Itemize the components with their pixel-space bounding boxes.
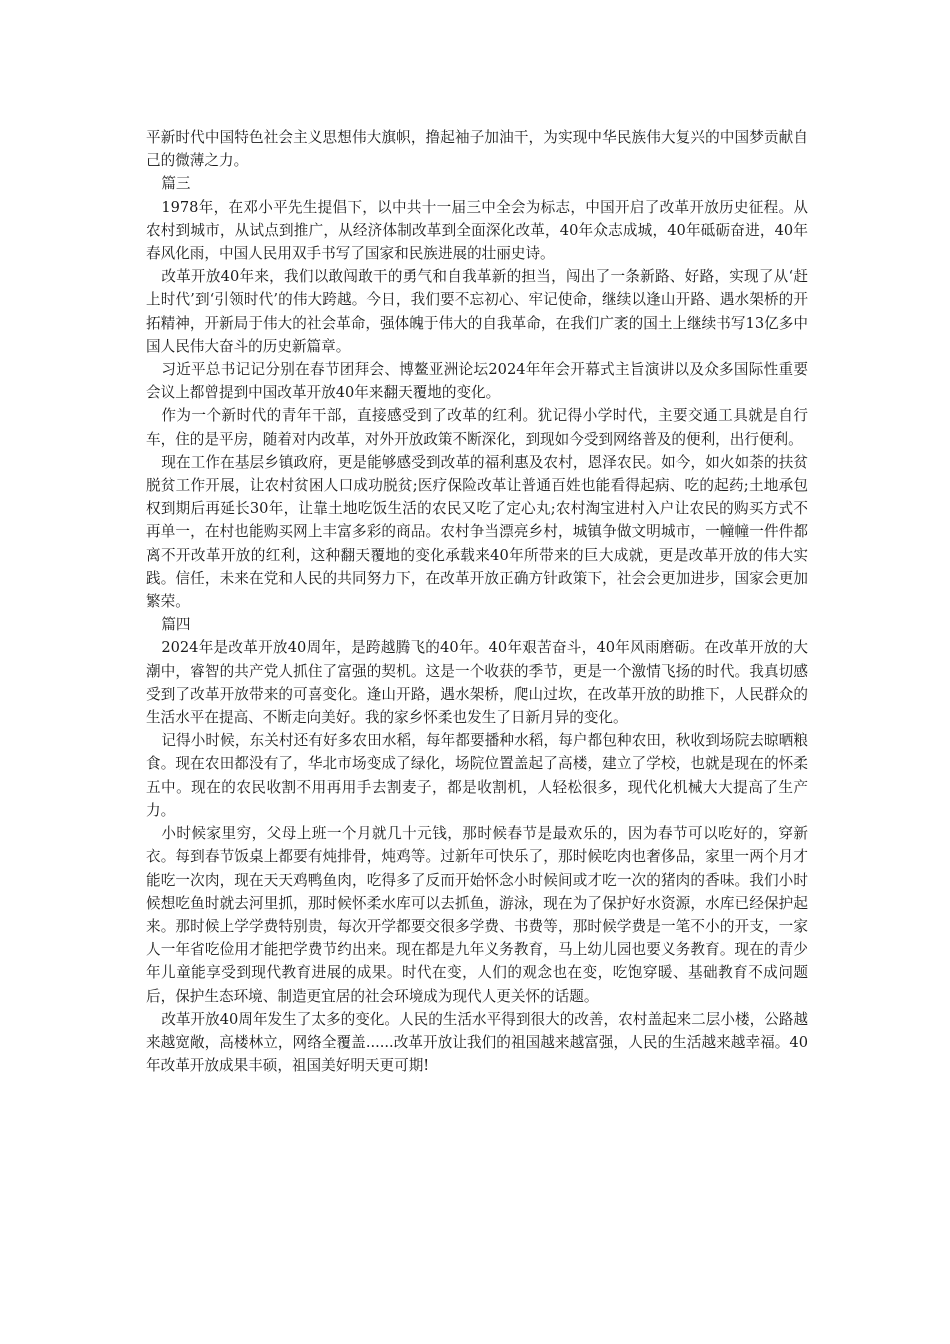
paragraph: 改革开放40周年发生了太多的变化。人民的生活水平得到很大的改善，农村盖起来二层小楼，公路越来越宽敞，高楼林立，网络全覆盖......改革开放让我们的祖国越来越富强，人民的生活越来越幸福。40年改革开放成果丰硕，祖国美好明天更可期! [146,1010,808,1075]
paragraph: 2024年是改革开放40周年，是跨越腾飞的40年。40年艰苦奋斗，40年风雨磨砺。在改革开放的大潮中，睿智的共产党人抓住了富强的契机。这是一个收获的季节，更是一个激情飞扬的时代。我真切感受到了改革开放带来的可喜变化。逢山开路，遇水架桥，爬山过坎，在改革开放的助推下，人民群众的生活水平在提高、不断走向美好。我的家乡怀柔也发生了日新月异的变化。 [146,639,808,727]
paragraph: 小时候家里穷，父母上班一个月就几十元钱，那时候春节是最欢乐的，因为春节可以吃好的，穿新衣。每到春节饭桌上都要有炖排骨，炖鸡等。过新年可快乐了，那时候吃肉也奢侈品，家里一两个月才能吃一次肉，现在天天鸡鸭鱼肉，吃得多了反而开始怀念小时候间或才吃一次的猪肉的香味。我们小时候想吃鱼时就去河里抓，那时候怀柔水库可以去抓鱼，游泳，现在为了保护好水资源，水库已经保护起来。那时候上学学费特别贵，每次开学都要交很多学费、书费等，那时候学费是一笔不小的开支，一家人一年省吃俭用才能把学费节约出来。现在都是九年义务教育，马上幼儿园也要义务教育。现在的青少年儿童能享受到现代教育进展的成果。时代在变，人们的观念也在变，吃饱穿暖、基础教育不成问题后，保护生态环境、制造更宜居的社会环境成为现代人更关怀的话题。 [146,825,808,1005]
paragraph: 记得小时候，东关村还有好多农田水稻，每年都要播种水稻，每户都包种农田，秋收到场院去晾晒粮食。现在农田都没有了，华北市场变成了绿化，场院位置盖起了高楼，建立了学校，也就是现在的怀柔五中。现在的农民收割不用再用手去割麦子，都是收割机，人轻松很多，现代化机械大大提高了生产力。 [146,732,808,819]
document-page [146,126,808,1077]
paragraph: 1978年，在邓小平先生提倡下，以中共十一届三中全会为标志，中国开启了改革开放历史征程。从农村到城市，从试点到推广，从经济体制改革到全面深化改革，40年众志成城，40年砥砺奋进，40年春风化雨，中国人民用双手书写了国家和民族进展的壮丽史诗。 [146,198,808,263]
paragraph-continuation: 平新时代中国特色社会主义思想伟大旗帜，撸起袖子加油干，为实现中华民族伟大复兴的中国梦贡献自己的微薄之力。 [146,129,808,170]
paragraph: 习近平总书记记分别在春节团拜会、博鳌亚洲论坛2024年年会开幕式主旨演讲以及众多国际性重要会议上都曾提到中国改革开放40年来翻天覆地的变化。 [146,361,808,402]
paragraph: 作为一个新时代的青年干部，直接感受到了改革的红利。犹记得小学时代，主要交通工具就是自行车，住的是平房，随着对内改革，对外开放政策不断深化，到现如今受到网络普及的便利，出行便利。 [146,407,808,448]
paragraph: 现在工作在基层乡镇政府，更是能够感受到改革的福利惠及农村，恩泽农民。如今，如火如荼的扶贫脱贫工作开展，让农村贫困人口成功脱贫;医疗保险改革让普通百姓也能看得起病、吃的起药;土地承包权到期后再延长30年，让靠土地吃饭生活的农民又吃了定心丸;农村淘宝进村入户让农民的购买方式不再单一，在村也能购买网上丰富多彩的商品。农村争当漂亮乡村，城镇争做文明城市，一幢幢一件件都离不开改革开放的红利，这种翻天覆地的变化承载来40年所带来的巨大成就，更是改革开放的伟大实践。信任，未来在党和人民的共同努力下，在改革开放正确方针政策下，社会会更加进步，国家会更加繁荣。 [146,453,808,611]
section-heading-pian-si: 篇四 [161,616,191,634]
section-heading-pian-san: 篇三 [161,175,191,193]
paragraph: 改革开放40年来，我们以敢闯敢干的勇气和自我革新的担当，闯出了一条新路、好路，实现了从‘赶上时代’到‘引领时代’的伟大跨越。今日，我们要不忘初心、牢记使命，继续以逢山开路、遇水架桥的开拓精神，开新局于伟大的社会革命，强体魄于伟大的自我革命，在我们广袤的国土上继续书写13亿多中国人民伟大奋斗的历史新篇章。 [146,268,808,355]
